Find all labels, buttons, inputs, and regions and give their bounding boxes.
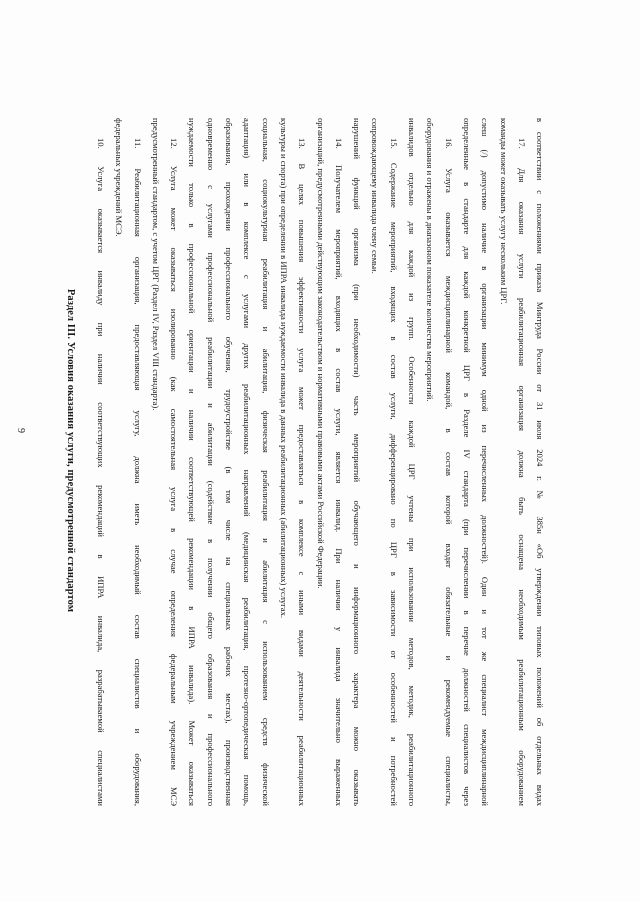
text-line: сопровождающему инвалида члену семьи. (370, 118, 381, 274)
text-line: 16. Услуга оказывается междисциплинарной командой, в состав которой входят обязательные и рекомендуемые специалисты, (443, 138, 454, 806)
text-line: одновременно с услугами профессиональной реабилитации и абилитации (содействие в получении общего образования и профессионального (205, 118, 216, 806)
text-line: социальная, социокультурная реабилитация и абилитация, физическая реабилитация и абилитация с использованием средств физической (260, 118, 271, 806)
text-line: адаптация) или в комплексе с услугами других реабилитационных направлений (медицинская реабилитация, протезно-ортопедическая помощь, (242, 118, 253, 806)
text-line: 14. Получателем мероприятий, входящих в состав услуги, является инвалид. При наличии у инвалида значительно выраженных (333, 138, 344, 806)
section-heading: Раздел III. Условия оказания услуги, предусмотренной стандартом (65, 288, 76, 613)
text-line: федеральных учреждений МСЭ. (114, 118, 125, 237)
text-line: команды может оказывать услугу нескольким ЦРГ. (498, 118, 509, 305)
text-line: нуждаемости только в профессиональной ориентации и наличии соответствующей рекомендации в ИПРА инвалида). Может оказываться (187, 118, 198, 806)
text-line: организаций, предусмотренными действующим законодательством и нормативными правовыми актами Российской Федерации. (315, 118, 326, 589)
text-line: 17. Для оказания услуги реабилитационная организация должна быть оснащена необходимым реабилитационным оборудованием (516, 138, 527, 806)
text-line: 11. Реабилитационная организация, предоставляющая услугу, должна иметь необходимый состав специалистов и оборудования, (132, 138, 143, 806)
text-line: культуры и спорта) при определении в ИПРА инвалида нуждаемости инвалида в данных реабилитационных (абилитационных) услугах. (279, 118, 289, 619)
text-line: 10. Услуга оказывается инвалиду при наличии соответствующих рекомендаций в ИПРА инвалида, разрабатываемой специалистами (96, 138, 106, 806)
text-line: в соответствии с положениями приказа Минтруда России от 31 июля 2024 г. № 385н «Об утверждении типовых положений об отдельных видах (535, 118, 546, 806)
text-line: оборудования и отражены в диапазоном показателе количества мероприятий. (425, 118, 436, 402)
text-line: 13. В целях повышения эффективности услуга может предоставляться в комплексе с иными видами деятельности реабилитационных (297, 138, 308, 806)
text-line: 15. Содержание мероприятий, входящих в состав услуги, дифференцировано по ЦРГ в зависимости от особенностей и потребностей (388, 138, 399, 806)
text-line: образования, прохождении профессионального обучения, трудоустройстве (в том числе на специальных рабочих местах), производственная (224, 118, 235, 806)
text-line: нарушений функций организма (при необходимости) часть мероприятий обучающего и информационного характера можно оказывать (352, 118, 363, 806)
text-line: 12. Услуга может оказываться изолированно (как самостоятельная услуга в случае определения федеральным учреждением МСЭ (169, 138, 180, 806)
text-line: слеш (/) допустимо наличие в организации минимум одной из перечисленных должностей). Один и тот же специалист междисциплинарной (480, 118, 491, 806)
page-number: 9 (15, 428, 26, 433)
text-line: предусмотренный стандартом, с учетом ЦРГ (Раздел IV, Раздел VIII стандарта). (150, 118, 161, 411)
text-line: инвалидов отдельно для каждой из групп. Особенности каждой ЦРГ учтены при использовании методов, методик, реабилитационного (407, 118, 418, 806)
text-line: определенные в стандарте для каждой конкретной ЦРГ в Разделе IV стандарта (при перечислении в перечне должностей специалистов через (462, 118, 472, 806)
